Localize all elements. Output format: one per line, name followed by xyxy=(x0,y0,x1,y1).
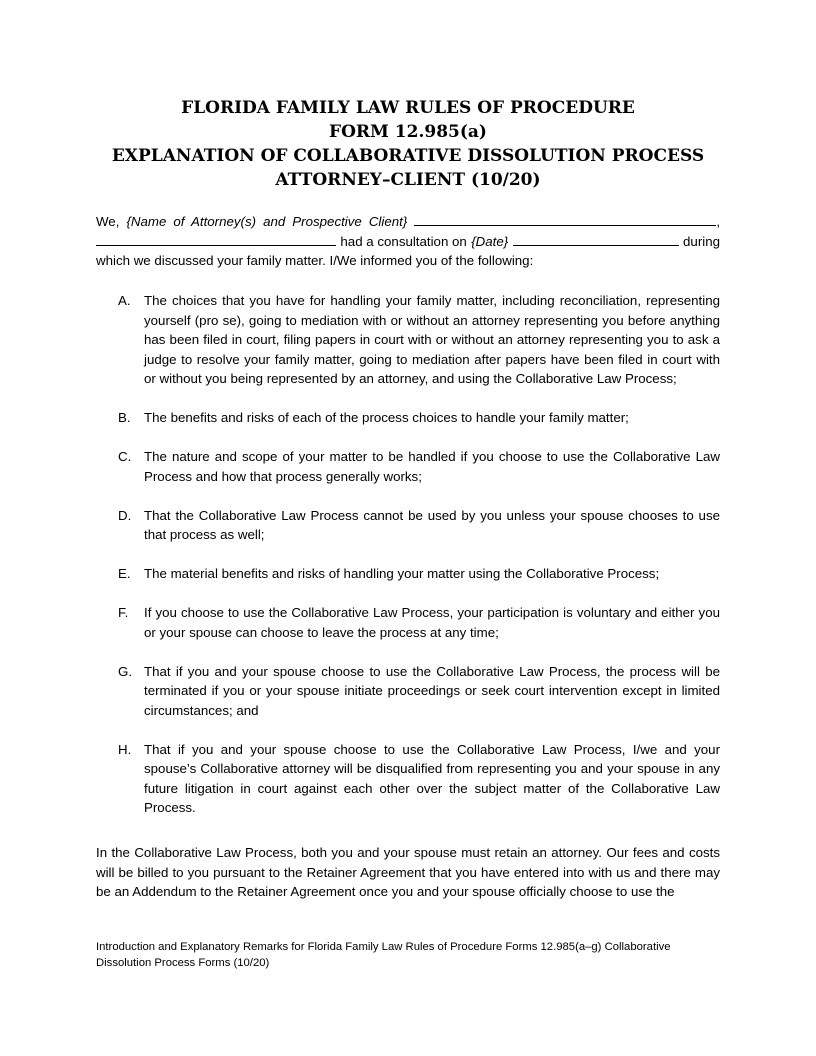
during-text: during xyxy=(683,233,720,249)
list-marker: A. xyxy=(118,293,131,308)
we-text: We, xyxy=(96,214,120,229)
comma-text: , xyxy=(716,214,721,229)
date-blank-line[interactable] xyxy=(513,232,679,246)
date-field-label: {Date} xyxy=(471,233,509,249)
list-item xyxy=(118,740,720,818)
list-marker: H. xyxy=(118,741,132,757)
list-marker: E. xyxy=(118,566,131,581)
title-line-2: FORM 12.985(a) xyxy=(329,122,487,142)
list-item-text: The choices that you have for handling your family matter, including reconciliation, representing yourself (pro se), going to mediation with or without an attorney representing you before anything has been filed in court, filing papers in court with or without an attorney representing you to ask a judge to resolve your family matter, going to mediation after papers have been filed in court with or without you being represented by an attorney, and using the Collaborative Law Process; xyxy=(144,293,720,386)
list-item-text: The benefits and risks of each of the process choices to handle your family matter; xyxy=(144,410,629,425)
list-item xyxy=(118,564,720,584)
form-title xyxy=(96,96,720,192)
consultation-text: had a consultation on xyxy=(340,233,467,249)
page-footer: Introduction and Explanatory Remarks for Florida Family Law Rules of Procedure Forms 12.985(a–g) Collaborative Dissolution Process Forms (10/20) xyxy=(96,941,671,969)
name-blank-line-2[interactable] xyxy=(96,232,336,246)
list-item-text: That the Collaborative Law Process cannot be used by you unless your spouse chooses to use that process as well; xyxy=(144,507,720,542)
list-marker: C. xyxy=(118,449,132,464)
intro-line-2 xyxy=(96,232,720,252)
list-item-text: If you choose to use the Collaborative Law Process, your participation is voluntary and either you or your spouse can choose to leave the process at any time; xyxy=(144,605,720,640)
list-item xyxy=(118,603,720,642)
list-item xyxy=(118,408,720,428)
title-line-1: FLORIDA FAMILY LAW RULES OF PROCEDURE xyxy=(181,98,635,118)
list-marker: F. xyxy=(118,605,129,620)
intro-line-1 xyxy=(96,212,720,232)
list-item-text: The nature and scope of your matter to be handled if you choose to use the Collaborative Law Process and how that process generally works; xyxy=(144,449,720,484)
title-line-4: ATTORNEY–CLIENT (10/20) xyxy=(275,170,541,190)
explanation-list xyxy=(118,291,720,818)
intro-paragraph xyxy=(96,212,720,271)
list-item-text: The material benefits and risks of handling your matter using the Collaborative Process; xyxy=(144,566,660,581)
list-item-text: That if you and your spouse choose to use the Collaborative Law Process, I/we and your spouse’s Collaborative attorney will be disqualified from representing you and your spouse in any future litigation in court against each other over the subject matter of the Collaborative Law Process. xyxy=(144,741,720,815)
list-item xyxy=(118,291,720,389)
list-item xyxy=(118,506,720,545)
closing-paragraph: In the Collaborative Law Process, both you and your spouse must retain an attorney. Our fees and costs will be billed to you pursuant to the Retainer Agreement that you have entered into with us and there may be an Addendum to the Retainer Agreement once you and your spouse officially choose to use the xyxy=(96,845,720,899)
list-item xyxy=(118,662,720,721)
name-blank-line[interactable] xyxy=(414,212,716,226)
list-item-text: That if you and your spouse choose to use the Collaborative Law Process, the process will be terminated if you or your spouse initiate proceedings or seek court intervention except in limited circumstances; and xyxy=(144,663,720,718)
intro-line-3: which we discussed your family matter. I/We informed you of the following: xyxy=(96,253,534,268)
title-line-3: EXPLANATION OF COLLABORATIVE DISSOLUTION PROCESS xyxy=(111,146,705,166)
name-field-label: {Name of Attorney(s) and Prospective Client} xyxy=(126,214,408,229)
list-marker: G. xyxy=(118,663,133,679)
list-marker: D. xyxy=(118,507,132,523)
list-marker: B. xyxy=(118,410,131,425)
list-item xyxy=(118,447,720,486)
